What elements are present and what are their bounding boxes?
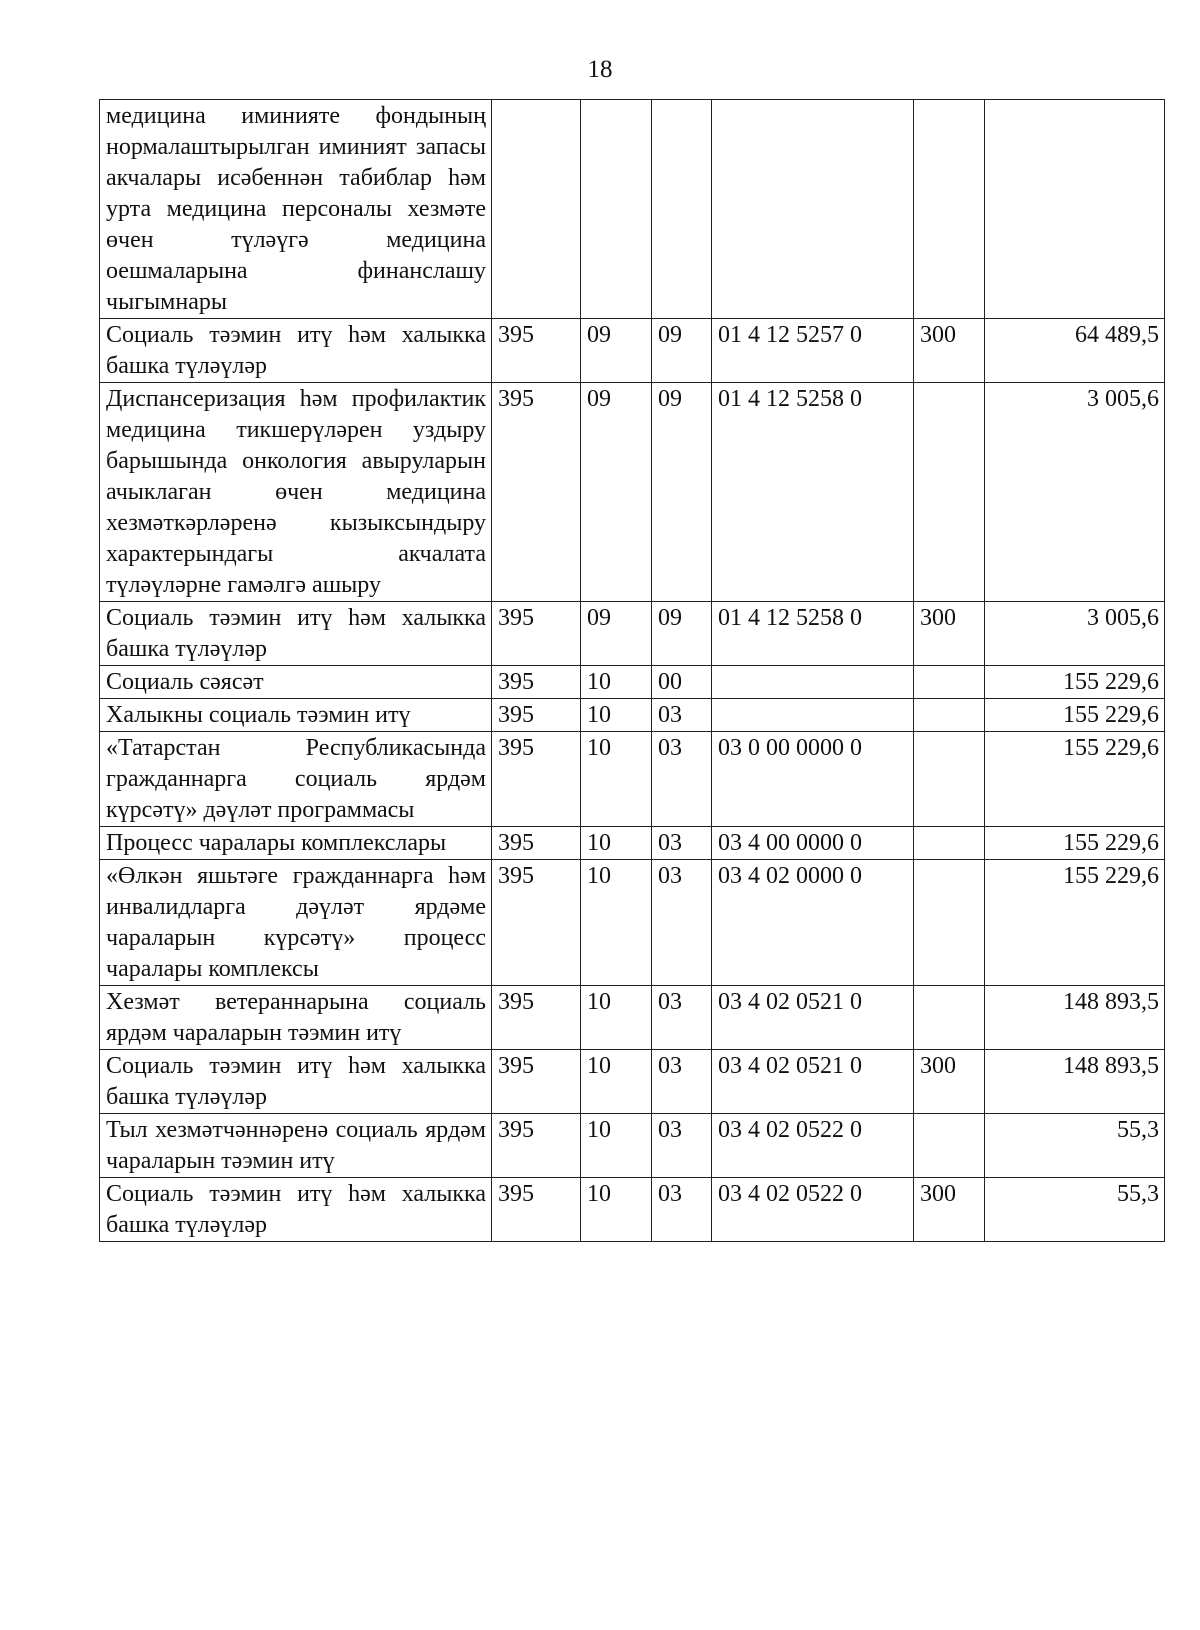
section-code-cell: 10 — [581, 699, 652, 732]
section-code-cell: 09 — [581, 383, 652, 602]
target-article-cell — [712, 100, 914, 319]
expense-type-cell: 300 — [914, 319, 985, 383]
subsection-code-cell: 09 — [652, 602, 712, 666]
subsection-code-cell — [652, 100, 712, 319]
table-row — [100, 699, 1165, 732]
expense-type-cell — [914, 383, 985, 602]
budget-table — [99, 99, 1165, 1242]
department-code-cell: 395 — [492, 383, 581, 602]
table-row — [100, 860, 1165, 986]
amount-cell: 148 893,5 — [985, 986, 1165, 1050]
amount-cell: 155 229,6 — [985, 860, 1165, 986]
expense-type-cell — [914, 666, 985, 699]
target-article-cell — [712, 666, 914, 699]
target-article-cell: 03 4 02 0521 0 — [712, 1050, 914, 1114]
expense-type-cell — [914, 1114, 985, 1178]
department-code-cell: 395 — [492, 732, 581, 827]
table-row — [100, 666, 1165, 699]
target-article-cell: 03 4 02 0000 0 — [712, 860, 914, 986]
section-code-cell — [581, 100, 652, 319]
section-code-cell: 09 — [581, 602, 652, 666]
item-name-cell: медицина иминияте фондының нормалаштырылган иминият запасы акчалары исәбеннән табиблар һәм урта медицина персоналы хезмәте өчен түләүгә медицина оешмаларына финанслашу чыгымнары — [100, 100, 492, 319]
item-name-cell: Процесс чаралары комплекслары — [100, 827, 492, 860]
table-row — [100, 1178, 1165, 1242]
amount-cell: 155 229,6 — [985, 827, 1165, 860]
subsection-code-cell: 09 — [652, 319, 712, 383]
target-article-cell: 03 4 02 0521 0 — [712, 986, 914, 1050]
section-code-cell: 10 — [581, 732, 652, 827]
target-article-cell: 03 0 00 0000 0 — [712, 732, 914, 827]
amount-cell: 55,3 — [985, 1178, 1165, 1242]
section-code-cell: 10 — [581, 666, 652, 699]
item-name-cell: «Татарстан Республикасында гражданнарга социаль ярдәм күрсәтү» дәүләт программасы — [100, 732, 492, 827]
expense-type-cell — [914, 732, 985, 827]
department-code-cell: 395 — [492, 1050, 581, 1114]
target-article-cell: 01 4 12 5258 0 — [712, 383, 914, 602]
section-code-cell: 10 — [581, 827, 652, 860]
table-row — [100, 100, 1165, 319]
item-name-cell: «Өлкән яшьтәге гражданнарга һәм инвалидларга дәүләт ярдәме чараларын күрсәтү» процесс чаралары комплексы — [100, 860, 492, 986]
target-article-cell — [712, 699, 914, 732]
table-row — [100, 383, 1165, 602]
table-row — [100, 602, 1165, 666]
subsection-code-cell: 03 — [652, 1114, 712, 1178]
subsection-code-cell: 03 — [652, 699, 712, 732]
department-code-cell: 395 — [492, 827, 581, 860]
expense-type-cell — [914, 699, 985, 732]
budget-table-body — [100, 100, 1165, 1242]
section-code-cell: 09 — [581, 319, 652, 383]
department-code-cell: 395 — [492, 666, 581, 699]
section-code-cell: 10 — [581, 1050, 652, 1114]
subsection-code-cell: 03 — [652, 1178, 712, 1242]
item-name-cell: Диспансеризация һәм профилактик медицина тикшерүләрен уздыру барышында онкология авыруларын ачыклаган өчен медицина хезмәткәрләренә кызыксындыру характерындагы акчалата түләүләрне гамәлгә ашыру — [100, 383, 492, 602]
table-row — [100, 732, 1165, 827]
expense-type-cell: 300 — [914, 1050, 985, 1114]
amount-cell: 155 229,6 — [985, 732, 1165, 827]
department-code-cell: 395 — [492, 319, 581, 383]
item-name-cell: Социаль сәясәт — [100, 666, 492, 699]
amount-cell: 155 229,6 — [985, 666, 1165, 699]
item-name-cell: Социаль тәэмин итү һәм халыкка башка түләүләр — [100, 602, 492, 666]
expense-type-cell: 300 — [914, 1178, 985, 1242]
page-number: 18 — [587, 56, 613, 83]
department-code-cell — [492, 100, 581, 319]
item-name-cell: Социаль тәэмин итү һәм халыкка башка түләүләр — [100, 1050, 492, 1114]
department-code-cell: 395 — [492, 699, 581, 732]
subsection-code-cell: 03 — [652, 1050, 712, 1114]
target-article-cell: 01 4 12 5257 0 — [712, 319, 914, 383]
amount-cell: 155 229,6 — [985, 699, 1165, 732]
expense-type-cell — [914, 860, 985, 986]
department-code-cell: 395 — [492, 1178, 581, 1242]
expense-type-cell: 300 — [914, 602, 985, 666]
item-name-cell: Халыкны социаль тәэмин итү — [100, 699, 492, 732]
item-name-cell: Хезмәт ветераннарына социаль ярдәм чараларын тәэмин итү — [100, 986, 492, 1050]
amount-cell: 55,3 — [985, 1114, 1165, 1178]
amount-cell: 64 489,5 — [985, 319, 1165, 383]
section-code-cell: 10 — [581, 1178, 652, 1242]
table-row — [100, 319, 1165, 383]
amount-cell: 3 005,6 — [985, 602, 1165, 666]
subsection-code-cell: 03 — [652, 732, 712, 827]
subsection-code-cell: 03 — [652, 986, 712, 1050]
section-code-cell: 10 — [581, 860, 652, 986]
table-row — [100, 1050, 1165, 1114]
amount-cell — [985, 100, 1165, 319]
department-code-cell: 395 — [492, 986, 581, 1050]
subsection-code-cell: 03 — [652, 827, 712, 860]
department-code-cell: 395 — [492, 860, 581, 986]
target-article-cell: 03 4 02 0522 0 — [712, 1178, 914, 1242]
table-row — [100, 986, 1165, 1050]
item-name-cell: Социаль тәэмин итү һәм халыкка башка түләүләр — [100, 1178, 492, 1242]
section-code-cell: 10 — [581, 1114, 652, 1178]
expense-type-cell — [914, 100, 985, 319]
item-name-cell: Социаль тәэмин итү һәм халыкка башка түләүләр — [100, 319, 492, 383]
table-row — [100, 827, 1165, 860]
target-article-cell: 03 4 00 0000 0 — [712, 827, 914, 860]
expense-type-cell — [914, 827, 985, 860]
item-name-cell: Тыл хезмәтчәннәренә социаль ярдәм чараларын тәэмин итү — [100, 1114, 492, 1178]
expense-type-cell — [914, 986, 985, 1050]
amount-cell: 3 005,6 — [985, 383, 1165, 602]
amount-cell: 148 893,5 — [985, 1050, 1165, 1114]
department-code-cell: 395 — [492, 602, 581, 666]
target-article-cell: 03 4 02 0522 0 — [712, 1114, 914, 1178]
department-code-cell: 395 — [492, 1114, 581, 1178]
section-code-cell: 10 — [581, 986, 652, 1050]
table-row — [100, 1114, 1165, 1178]
subsection-code-cell: 03 — [652, 860, 712, 986]
target-article-cell: 01 4 12 5258 0 — [712, 602, 914, 666]
subsection-code-cell: 09 — [652, 383, 712, 602]
subsection-code-cell: 00 — [652, 666, 712, 699]
